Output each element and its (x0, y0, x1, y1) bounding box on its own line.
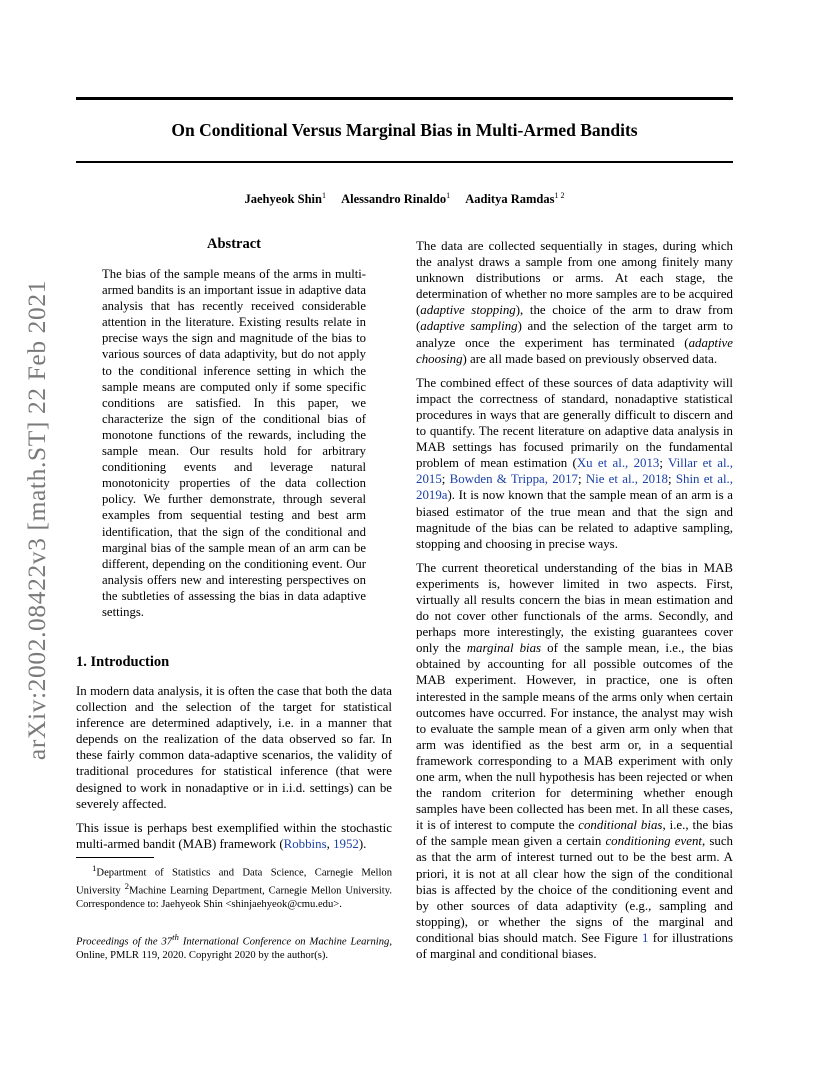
section-heading-introduction: 1. Introduction (76, 654, 170, 670)
body-paragraph: The current theoretical understanding of the bias in MAB experiments is, however limited in two aspects. First, virtually all results concern the bias in mean estimation and do not cover other functionals of the arms. Secondly, and perhaps more interestingly, the existing guarantees cover only the marginal bias of the sample mean, i.e., the bias obtained by accounting for all possible outcomes of the MAB experiment. However, in practice, one is often interested in the sample means of the arms only when certain outcomes have occurred. For instance, the analyst may wish to evaluate the sample mean of a given arm only when that arm was identified as the best arm or, in a sequential framework corresponding to a MAB experiment with only one arm, when the null hypothesis has been rejected or when the random criterion for determining whether enough samples have been collected has been met. In all these cases, it is of interest to compute the conditional bias, i.e., the bias of the sample mean given a certain conditioning event, such as that the arm of interest turned out to be the best arm. A priori, it is not at all clear how the sign of the conditional bias is affected by the choice of the conditioning event and by other sources of data adaptivity (e.g., sampling and stopping), or whether the signs of the marginal and conditional bias should match. See Figure 1 for illustrations of marginal and conditional biases. (416, 560, 733, 962)
body-paragraph: The data are collected sequentially in stages, during which the analyst draws a sample from one among finitely many unknown distributions or arms. At each stage, the determination of whether no more samples are to be acquired (adaptive stopping), the choice of the arm to draw from (adaptive sampling) and the selection of the target arm to analyze once the experiment has terminated (adaptive choosing) are all made based on previously observed data. (416, 239, 733, 366)
author: Aaditya Ramdas$^{1 2}$ (465, 191, 565, 207)
footnote-divider (76, 857, 154, 858)
author: Alessandro Rinaldo$^1$ (341, 191, 451, 207)
author-list (76, 191, 733, 207)
citation-link[interactable]: Robbins (283, 836, 327, 851)
body-paragraph: The combined effect of these sources of data adaptivity will impact the correctness of standard, nonadaptive statistical procedures in ways that are generally difficult to discern and to quantify. The recent literature on adaptive data analysis in MAB settings has focused primarily on the fundamental problem of mean estimation (Xu et al., 2013; Villar et al., 2015; Bowden & Trippa, 2017; Nie et al., 2018; Shin et al., 2019a). It is now known that the sample mean of an arm is a biased estimator of the true mean and that the sign and magnitude of the bias can be related to adaptive sampling, stopping and choosing in precise ways. (416, 375, 733, 551)
abstract-heading: Abstract (207, 236, 261, 252)
abstract-text: The bias of the sample means of the arms in multi-armed bandits is an important issue in adaptive data analysis that has recently received considerable attention in the literature. Existing results relate in precise ways the sign and magnitude of the bias to various sources of data adaptivity, but do not apply to the conditional inference setting in which the sample means are computed only if some specific conditions are satisfied. In this paper, we characterize the sign of the conditional bias of monotone functions of the rewards, including the sample mean. Our results hold for arbitrary conditioning events and leverage natural monotonicity properties of the data collection policy. We further demonstrate, through several examples from sequential testing and best arm identification, that the sign of the conditional and marginal bias of the sample mean of an arm can be different, depending on the conditioning event. Our analysis offers new and interesting perspectives on the subtleties of assessing the bias in data adaptive settings. (102, 267, 366, 619)
citation-link[interactable]: Villar et al., 2015 (416, 456, 733, 487)
right-column (416, 238, 733, 962)
citation-link[interactable]: Shin et al., 2019a (416, 472, 733, 503)
proceedings-note: Proceedings of the 37th International Conference on Machine Learning, Online, PMLR 119, 2020. Copyright 2020 by the author(s). (76, 932, 392, 961)
affiliation-footnote: $^1$Department of Statistics and Data Science, Carnegie Mellon University $^2$Machine Learning Department, Carnegie Mellon University. Correspondence to: Jaehyeok Shin <shinjaehyeok@cmu.edu>. (76, 863, 393, 910)
author: Jaehyeok Shin$^1$ (244, 191, 326, 207)
citation-link[interactable]: 1952 (333, 836, 359, 851)
paper-title: On Conditional Versus Marginal Bias in Multi-Armed Bandits (171, 120, 638, 140)
citation-link[interactable]: Nie et al., 2018 (585, 472, 668, 487)
citation-link[interactable]: Bowden & Trippa, 2017 (449, 472, 578, 487)
top-rule-thick (76, 97, 733, 100)
intro-body (76, 683, 392, 852)
intro-paragraph: This issue is perhaps best exemplified within the stochastic multi-armed bandit (MAB) framework (Robbins, 1952). (76, 820, 392, 851)
arxiv-stamp-text: arXiv:2002.08422v3 [math.ST] 22 Feb 2021 (22, 279, 51, 761)
citation-link[interactable]: Xu et al., 2013 (576, 456, 660, 471)
title-rule (76, 161, 733, 163)
figure-reference-link[interactable]: 1 (642, 930, 649, 945)
intro-paragraph: In modern data analysis, it is often the case that both the data collection and the selection of the target for statistical inference are determined adaptively, i.e. in a manner that depends on the realization of the data observed so far. In these fairly common data-adaptive scenarios, the validity of traditional procedures for statistical inference (that were designed to work in nonadaptive or in i.i.d. settings) can be severely affected. (76, 684, 392, 811)
